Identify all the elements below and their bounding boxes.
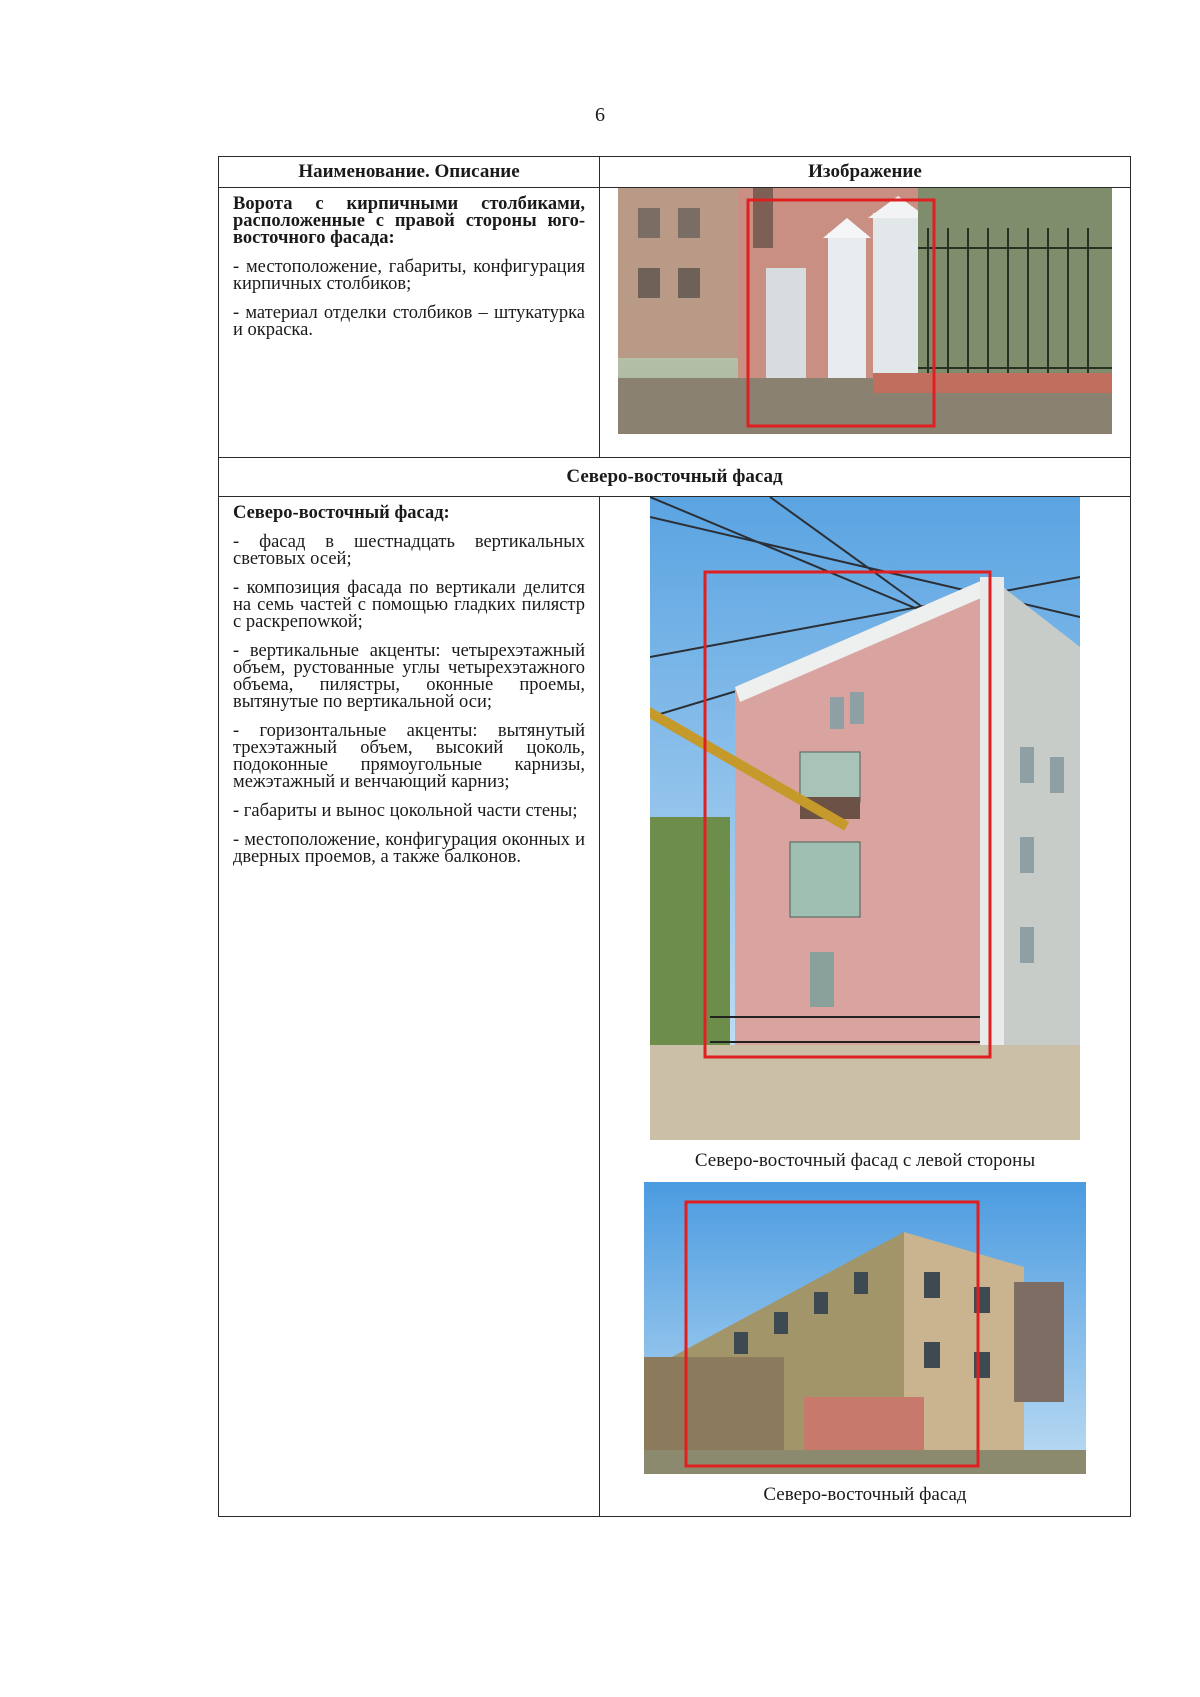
description-table — [218, 156, 1131, 1517]
list-item: - габариты и вынос цокольной части стены; — [233, 801, 578, 821]
list-item: - местоположение, конфигурация оконных и дверных проемов, а также балконов. — [233, 830, 585, 867]
list-item: - горизонтальные акценты: вытянутый трехэтажный объем, высокий цоколь, подоконные прямоугольные карнизы, межэтажный и венчающий карниз; — [233, 721, 585, 792]
table-header — [219, 157, 1131, 188]
list-item: - материал отделки столбиков – штукатурка и окраска. — [233, 303, 585, 340]
list-item: - фасад в шестнадцать вертикальных световых осей; — [233, 532, 585, 569]
list-item: - композиция фасада по вертикали делится на семь частей с помощью гладких пилястр с раскрепowкой; — [233, 578, 585, 632]
header-image: Изображение — [600, 157, 1131, 188]
header-name-description: Наименование. Описание — [219, 157, 600, 188]
gate-title: Ворота с кирпичными столбиками, расположенные с правой стороны юго-восточного фасада: — [233, 194, 585, 248]
page-number: 6 — [595, 104, 605, 126]
facade-left-photo — [650, 497, 1080, 1140]
gate-image-cell — [600, 188, 1131, 458]
list-item: - вертикальные акценты: четырехэтажный объем, рустованные углы четырехэтажного объема, пилястры, оконные проемы, вытянутые по вертикальной оси; — [233, 641, 585, 712]
list-item: - местоположение, габариты, конфигурация кирпичных столбиков; — [233, 257, 585, 294]
section-title: Северо-восточный фасад — [219, 458, 1131, 497]
facade-title: Северо-восточный фасад: — [233, 503, 450, 523]
facade-description-cell — [219, 497, 600, 1517]
facade-photo — [644, 1182, 1086, 1474]
gate-description-cell — [219, 188, 600, 458]
gate-photo — [618, 188, 1112, 434]
caption-left-side: Северо-восточный фасад с левой стороны — [694, 1150, 1036, 1171]
table-row — [219, 497, 1131, 1517]
caption-facade: Северо-восточный фасад — [763, 1484, 967, 1505]
table-row — [219, 188, 1131, 458]
section-row — [219, 458, 1131, 497]
facade-images-cell — [600, 497, 1131, 1517]
